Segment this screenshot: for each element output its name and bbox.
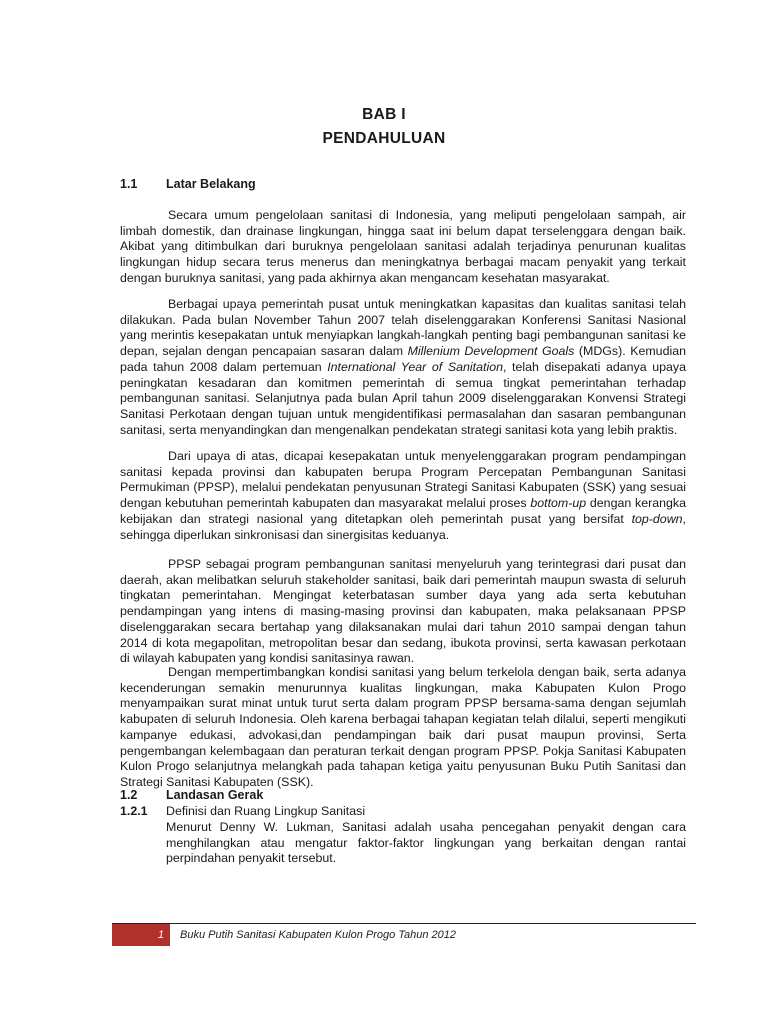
section-heading-1-2: [120, 788, 263, 802]
paragraph-text: Dari upaya di atas, dicapai kesepakatan untuk menyelenggarakan program pendampingan sanitasi kepada provinsi dan kabupaten berupa Program Percepatan Pembangunan Sanitasi Permukiman (PPSP), melalui pendekatan penyusunan Strategi Sanitasi Kabupaten (SSK) yang sesuai dengan kebutuhan pemerintah kabupaten dan masyarakat melalui proses: [120, 449, 686, 511]
footer-title: Buku Putih Sanitasi Kabupaten Kulon Progo Tahun 2012: [180, 929, 457, 941]
chapter-label: BAB I: [362, 106, 406, 123]
paragraph-1: Secara umum pengelolaan sanitasi di Indonesia, yang meliputi pengelolaan sampah, air limbah domestik, dan drainase lingkungan, hingga saat ini belum dapat terselenggara dengan baik. Akibat yang ditimbulkan dari buruknya pengelolaan sanitasi adalah terjadinya penurunan kualitas lingkungan hidup secara terus menerus dan meningkatnya berbagai macam penyakit yang terkait dengan buruknya sanitasi, yang pada akhirnya akan mengancam kesehatan masyarakat.: [120, 208, 686, 285]
paragraph-text: , telah disepakati adanya upaya peningkatan kesadaran dan komitmen pemerintah di semua tingkat pemerintahan terhadap pembangunan sanitasi. Selanjutnya pada bulan April tahun 2009 diselenggarakan Konvensi Strategi Sanitasi Perkotaan dengan tujuan untuk mengidentifikasi permasalahan dan sasaran pembangunan sanitasi, serta menyandingkan dan mengenalkan pendekatan strategi sanitasi kota yang lebih praktis.: [120, 359, 686, 437]
paragraph-2: [120, 297, 686, 438]
subsection-number: 1.2.1: [120, 804, 148, 818]
paragraph-text: Berbagai upaya pemerintah pusat untuk meningkatkan kapasitas dan kualitas sanitasi telah dilakukan. Pada bulan November Tahun 2007 telah diselenggarakan Konferensi Sanitasi Nasional yang merintis kesepakatan untuk menyiapkan langkah-langkah penting bagi pembangunan sanitasi ke depan, sejalan dengan pencapaian sasaran dalam: [120, 297, 686, 359]
paragraph-4: PPSP sebagai program pembangunan sanitasi menyeluruh yang terintegrasi dari pusat dan daerah, akan melibatkan seluruh stakeholder sanitasi, baik dari pemerintah maupun swasta di seluruh tingkatan pemerintahan. Mengingat keterbatasan sumber daya yang ada serta kebutuhan pendampingan yang intens di masing-masing provinsi dan kabupaten, maka pelaksanaan PPSP diselenggarakan secara bertahap yang dilaksanakan mulai dari tahun 2010 sampai dengan tahun 2014 di kota megapolitan, metropolitan besar dan sedang, ibukota provinsi, serta kawasan perkotaan di wilayah kabupaten yang kondisi sanitasinya rawan.: [120, 557, 686, 666]
subsection-body: Menurut Denny W. Lukman, Sanitasi adalah usaha pencegahan penyakit dengan cara menghilangkan atau mengatur faktor-faktor lingkungan yang berkaitan dengan rantai perpindahan penyakit tersebut.: [166, 820, 686, 866]
paragraph-5: Dengan mempertimbangkan kondisi sanitasi yang belum terkelola dengan baik, serta adanya kecenderungan semakin menurunnya kualitas lingkungan, maka Kabupaten Kulon Progo menyampaikan surat minat untuk turut serta dalam program PPSP bersama-sama dengan sejumlah kabupaten di seluruh Indonesia. Oleh karena berbagai tahapan kegiatan telah dilalui, seperti mengikuti kampanye edukasi, advokasi,dan pendampingan baik dari pusat maupun provinsi, Serta pengembangan kelembagaan dan peraturan terkait dengan program PPSP. Pokja Sanitasi Kabupaten Kulon Progo selanjutnya melangkah pada tahapan ketiga yaitu penyusunan Buku Putih Sanitasi dan Strategi Sanitasi Kabupaten (SSK).: [120, 665, 686, 789]
section-title: Latar Belakang: [166, 177, 256, 191]
subsection-heading-1-2-1: [120, 804, 365, 818]
paragraph-text: , sehingga diperlukan sinkronisasi dan sinergisitas keduanya.: [120, 511, 686, 542]
emphasis-text: bottom-up: [530, 496, 587, 511]
emphasis-text: Millenium Development Goals: [407, 344, 575, 359]
section-title: Landasan Gerak: [166, 788, 264, 802]
paragraph-text: (MDGs). Kemudian pada tahun 2008 dalam pertemuan: [120, 344, 686, 374]
section-heading-1-1: [120, 177, 256, 191]
subsection-title: Definisi dan Ruang Lingkup Sanitasi: [166, 804, 366, 818]
chapter-title: PENDAHULUAN: [322, 130, 446, 147]
emphasis-text: International Year of Sanitation: [327, 359, 503, 374]
section-number: 1.1: [120, 177, 138, 191]
section-number: 1.2: [120, 788, 138, 802]
emphasis-text: top-down: [631, 511, 683, 526]
footer-page-number: 1: [112, 924, 170, 946]
paragraph-text: dengan kerangka kebijakan dan strategi nasional yang ditetapkan oleh pemerintah pusat yang bersifat: [120, 496, 686, 526]
paragraph-3: [120, 449, 686, 543]
